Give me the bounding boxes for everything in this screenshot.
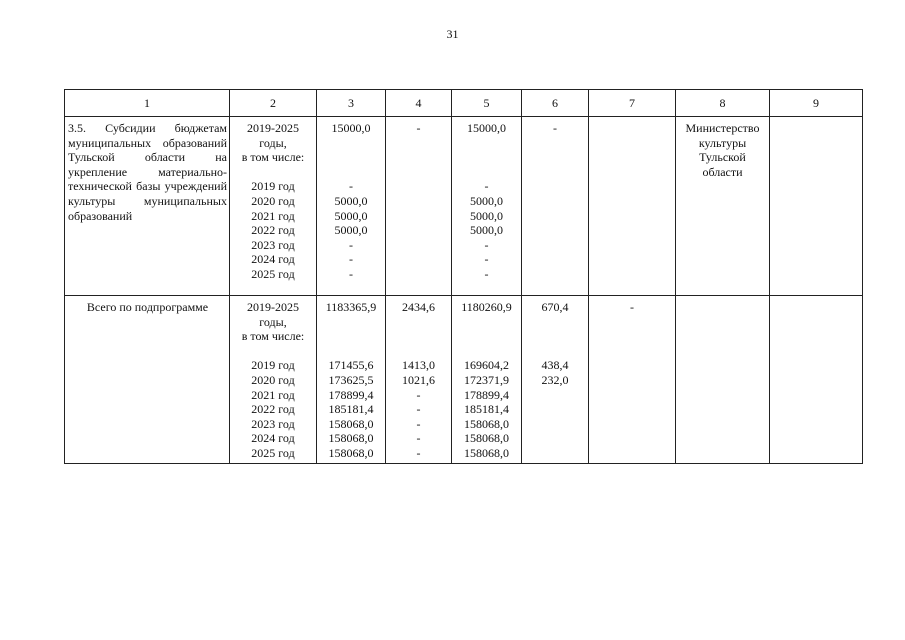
table-row <box>65 117 863 296</box>
total-value: 15000,0 <box>331 121 371 135</box>
year-value: - <box>349 237 353 252</box>
year-value: 158068,0 <box>464 445 509 460</box>
year-label: 2019 год <box>251 358 295 373</box>
period-cell <box>230 117 317 296</box>
total-value: 15000,0 <box>467 121 506 135</box>
budget-table <box>64 89 863 464</box>
year-value: 185181,4 <box>328 402 374 417</box>
year-value: 232,0 <box>541 372 569 387</box>
year-label: 2021 год <box>251 208 295 223</box>
executor-cell <box>676 296 770 464</box>
header-cell: 5 <box>452 90 522 117</box>
year-value: - <box>349 266 353 281</box>
total-value <box>589 121 675 136</box>
header-cell: 1 <box>65 90 230 117</box>
year-value: 169604,2 <box>464 358 509 373</box>
total-value: 1183365,9 <box>325 300 377 314</box>
col9-cell <box>770 296 863 464</box>
col5-cell <box>452 296 522 464</box>
col4-cell <box>386 296 452 464</box>
period-line: 2019-2025 <box>247 300 299 314</box>
year-value: - <box>484 252 489 267</box>
period-line: годы, <box>259 314 287 329</box>
total-value: - <box>630 300 634 314</box>
year-value: 5000,0 <box>334 223 368 238</box>
year-label: 2019 год <box>251 179 295 194</box>
year-value: 5000,0 <box>470 193 503 208</box>
year-value: 1413,0 <box>402 358 435 373</box>
year-label: 2023 год <box>251 237 295 252</box>
executor-line: Тульской <box>699 150 746 165</box>
year-label: 2021 год <box>251 387 295 402</box>
year-value: 5000,0 <box>470 208 503 223</box>
year-value: - <box>349 179 353 194</box>
col9-cell <box>770 117 863 296</box>
year-label: 2022 год <box>251 402 295 417</box>
year-label: 2025 год <box>251 445 295 460</box>
year-label: 2024 год <box>251 252 295 267</box>
header-cell: 9 <box>770 90 863 117</box>
header-cell: 2 <box>230 90 317 117</box>
col3-cell <box>317 296 386 464</box>
year-label: 2025 год <box>251 266 295 281</box>
year-value: 178899,4 <box>464 387 509 402</box>
measure-description: Всего по подпрограмме <box>65 296 230 464</box>
col7-cell <box>589 296 676 464</box>
page-number: 31 <box>446 27 459 41</box>
year-value: 438,4 <box>541 358 569 373</box>
year-value: 173625,5 <box>328 372 374 387</box>
year-value: 178899,4 <box>328 387 374 402</box>
table-header-row <box>65 90 863 117</box>
year-value: - <box>416 402 421 417</box>
col4-cell <box>386 117 452 296</box>
year-value: - <box>484 179 489 194</box>
year-value: 171455,6 <box>328 358 374 373</box>
year-label: 2023 год <box>251 416 295 431</box>
executor-line: культуры <box>698 135 747 150</box>
header-cell: 7 <box>589 90 676 117</box>
period-line: годы, <box>259 135 287 150</box>
col6-cell <box>522 117 589 296</box>
year-value: 158068,0 <box>328 431 374 446</box>
total-value: 1180260,9 <box>461 300 512 314</box>
executor-line: области <box>702 164 743 179</box>
total-value: - <box>553 121 557 135</box>
col5-cell <box>452 117 522 296</box>
year-value: - <box>416 445 421 460</box>
period-line: в том числе: <box>241 150 305 165</box>
year-value: 172371,9 <box>464 372 509 387</box>
year-label: 2020 год <box>251 372 295 387</box>
total-value: 670,4 <box>541 300 569 314</box>
col3-cell <box>317 117 386 296</box>
executor-line: Министерство <box>685 121 760 135</box>
period-line: 2019-2025 <box>247 121 299 135</box>
measure-description: 3.5. Субсидии бюджетам муниципальных образований Тульской области на укрепление материально-технической базы учреждений культуры муниципальных образований <box>65 117 230 296</box>
year-value: 1021,6 <box>402 372 435 387</box>
year-label: 2022 год <box>251 223 295 238</box>
header-cell: 3 <box>317 90 386 117</box>
year-value: 185181,4 <box>464 402 509 417</box>
header-cell: 4 <box>386 90 452 117</box>
header-cell: 8 <box>676 90 770 117</box>
year-value: 5000,0 <box>334 193 368 208</box>
year-value: - <box>484 237 489 252</box>
year-label: 2020 год <box>251 193 295 208</box>
col6-cell <box>522 296 589 464</box>
total-value: - <box>416 121 421 135</box>
year-value: - <box>416 416 421 431</box>
executor-cell <box>676 117 770 296</box>
col7-cell <box>589 117 676 296</box>
year-value: 5000,0 <box>334 208 368 223</box>
year-value: 158068,0 <box>464 416 509 431</box>
year-value: 5000,0 <box>470 223 503 238</box>
period-cell <box>230 296 317 464</box>
year-value: 158068,0 <box>328 445 374 460</box>
year-value: - <box>416 387 421 402</box>
year-value: - <box>349 252 353 267</box>
year-value: 158068,0 <box>328 416 374 431</box>
total-value: 2434,6 <box>402 300 435 314</box>
year-value: - <box>416 431 421 446</box>
year-label: 2024 год <box>251 431 295 446</box>
year-value: - <box>484 266 489 281</box>
table-row <box>65 296 863 464</box>
header-cell: 6 <box>522 90 589 117</box>
year-value: 158068,0 <box>464 431 509 446</box>
period-line: в том числе: <box>241 329 305 344</box>
